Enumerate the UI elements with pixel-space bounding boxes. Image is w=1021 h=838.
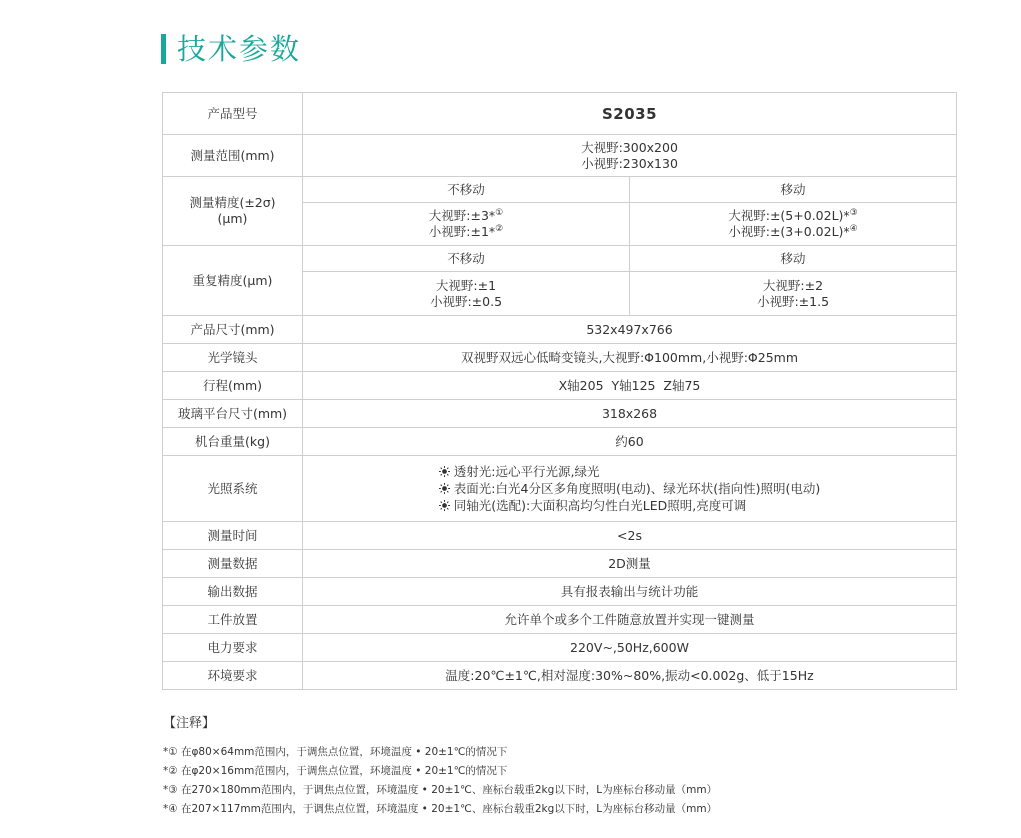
row-label: 产品型号 — [163, 93, 303, 135]
table-row — [163, 135, 957, 177]
table-row — [163, 428, 957, 456]
row-label: 光照系统 — [163, 456, 303, 522]
note-ref: ③ — [849, 207, 858, 218]
placement-value: 允许单个或多个工件随意放置并实现一键测量 — [303, 606, 957, 634]
row-label: 光学镜头 — [163, 344, 303, 372]
note-ref: ① — [495, 207, 504, 218]
note-ref: ④ — [849, 223, 858, 234]
table-row — [163, 400, 957, 428]
table-row — [163, 177, 957, 203]
accuracy-static-values — [303, 203, 630, 246]
table-row — [163, 606, 957, 634]
repeat-moving-values — [630, 272, 957, 316]
repeat-head-moving: 移动 — [630, 246, 957, 272]
env-value: 温度:20℃±1℃,相对湿度:30%~80%,振动<0.002g、低于15Hz — [303, 662, 957, 690]
table-row — [163, 316, 957, 344]
table-row — [163, 578, 957, 606]
table-row — [163, 456, 957, 522]
row-label: 电力要求 — [163, 634, 303, 662]
lighting-transmitted: 透射光:远心平行光源,绿光 — [453, 463, 600, 479]
output-value: 具有报表输出与统计功能 — [303, 578, 957, 606]
list-item — [439, 497, 820, 514]
sun-icon — [439, 483, 450, 494]
repeat-static-small: 小视野:±0.5 — [429, 293, 503, 309]
note-ref: ② — [495, 223, 504, 234]
list-item — [439, 463, 820, 480]
table-row — [163, 662, 957, 690]
page-title: 技术参数 — [177, 32, 302, 66]
size-value: 532x497x766 — [303, 316, 957, 344]
range-small: 小视野:230x130 — [581, 155, 678, 171]
repeat-moving-small: 小视野:±1.5 — [756, 293, 830, 309]
list-item — [439, 480, 820, 497]
travel-value: X轴205 Y轴125 Z轴75 — [303, 372, 957, 400]
table-row — [163, 93, 957, 135]
section-header — [161, 31, 301, 67]
accuracy-moving-small: 小视野:±(3+0.02L)* — [728, 224, 850, 239]
row-label: 环境要求 — [163, 662, 303, 690]
table-row — [163, 550, 957, 578]
row-label: 测量数据 — [163, 550, 303, 578]
accuracy-static-small: 小视野:±1* — [428, 224, 496, 239]
data-value: 2D测量 — [303, 550, 957, 578]
table-row — [163, 344, 957, 372]
range-value — [303, 135, 957, 177]
lighting-list — [439, 463, 820, 514]
power-value: 220V~,50Hz,600W — [303, 634, 957, 662]
accuracy-label: 测量精度(±2σ) — [189, 195, 276, 210]
note-item: *② 在φ20×16mm范围内，于调焦点位置，环境温度 • 20±1℃的情况下 — [163, 765, 508, 777]
model-value: S2035 — [303, 93, 957, 135]
accuracy-head-static: 不移动 — [303, 177, 630, 203]
sun-icon — [439, 500, 450, 511]
range-large: 大视野:300x200 — [581, 139, 678, 155]
accuracy-unit: (μm) — [217, 211, 248, 226]
accuracy-head-moving: 移动 — [630, 177, 957, 203]
notes-section — [163, 715, 717, 819]
accuracy-moving-values — [630, 203, 957, 246]
table-row — [163, 372, 957, 400]
note-item: *① 在φ80×64mm范围内，于调焦点位置，环境温度 • 20±1℃的情况下 — [163, 746, 508, 758]
row-label — [163, 177, 303, 246]
notes-title: 【注释】 — [163, 716, 216, 731]
table-row — [163, 246, 957, 272]
spec-table — [162, 92, 957, 690]
accuracy-static-large: 大视野:±3* — [428, 208, 496, 223]
repeat-static-values — [303, 272, 630, 316]
repeat-head-static: 不移动 — [303, 246, 630, 272]
row-label: 机台重量(kg) — [163, 428, 303, 456]
row-label: 重复精度(μm) — [163, 246, 303, 316]
row-label: 测量时间 — [163, 522, 303, 550]
repeat-moving-large: 大视野:±2 — [762, 277, 824, 293]
row-label: 测量范围(mm) — [163, 135, 303, 177]
note-item: *③ 在270×180mm范围内，于调焦点位置，环境温度 • 20±1℃、座标台载重2kg以下时，L为座标台移动量（mm） — [163, 784, 718, 796]
lens-value: 双视野双远心低畸变镜头,大视野:Φ100mm,小视野:Φ25mm — [303, 344, 957, 372]
lighting-value — [303, 456, 957, 522]
weight-value: 约60 — [303, 428, 957, 456]
row-label: 工件放置 — [163, 606, 303, 634]
time-value: <2s — [303, 522, 957, 550]
lighting-coaxial: 同轴光(选配):大面积高均匀性白光LED照明,亮度可调 — [453, 497, 747, 513]
row-label: 行程(mm) — [163, 372, 303, 400]
row-label: 输出数据 — [163, 578, 303, 606]
table-row — [163, 522, 957, 550]
sun-icon — [439, 466, 450, 477]
title-accent-bar — [161, 34, 166, 64]
row-label: 产品尺寸(mm) — [163, 316, 303, 344]
lighting-surface: 表面光:白光4分区多角度照明(电动)、绿光环状(指向性)照明(电动) — [453, 480, 821, 496]
glass-value: 318x268 — [303, 400, 957, 428]
row-label: 玻璃平台尺寸(mm) — [163, 400, 303, 428]
accuracy-moving-large: 大视野:±(5+0.02L)* — [728, 208, 850, 223]
table-row — [163, 634, 957, 662]
repeat-static-large: 大视野:±1 — [435, 277, 497, 293]
note-item: *④ 在207×117mm范围内，于调焦点位置，环境温度 • 20±1℃、座标台载重2kg以下时，L为座标台移动量（mm） — [163, 803, 718, 815]
